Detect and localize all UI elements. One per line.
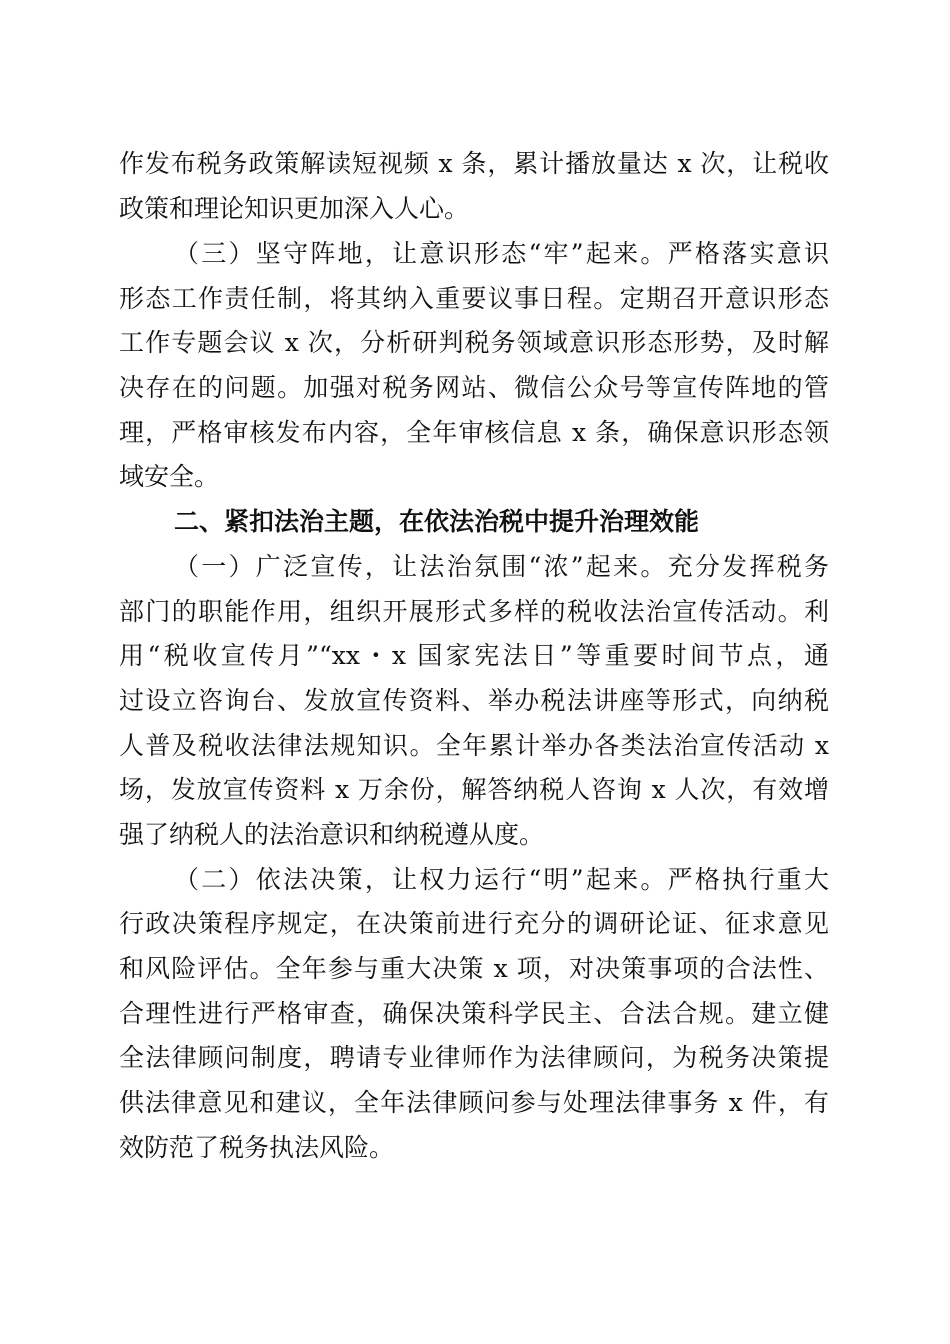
text-line: 供法律意见和建议，全年法律顾问参与处理法律事务 x 件，有 (119, 1088, 829, 1117)
section-heading: 二、紧扣法治主题，在依法治税中提升治理效能 (174, 507, 700, 536)
text-line: 合理性进行严格审查，确保决策科学民主、合法合规。建立健 (119, 999, 829, 1028)
text-line: 用“税收宣传月”“xx・x 国家宪法日”等重要时间节点，通 (119, 641, 829, 670)
text-line: 过设立咨询台、发放宣传资料、举办税法讲座等形式，向纳税 (119, 686, 829, 715)
text-line: 域安全。 (119, 462, 220, 491)
text-line: 决存在的问题。加强对税务网站、微信公众号等宣传阵地的管 (119, 373, 829, 402)
text-line: （一）广泛宣传，让法治氛围“浓”起来。充分发挥税务 (174, 552, 829, 581)
text-line: 形态工作责任制，将其纳入重要议事日程。定期召开意识形态 (119, 284, 829, 313)
text-line: 场，发放宣传资料 x 万余份，解答纳税人咨询 x 人次，有效增 (119, 775, 829, 804)
text-line: 作发布税务政策解读短视频 x 条，累计播放量达 x 次，让税收 (119, 149, 829, 178)
text-line: 效防范了税务执法风险。 (119, 1133, 395, 1162)
text-line: 工作专题会议 x 次，分析研判税务领域意识形态形势，及时解 (119, 328, 829, 357)
text-line: 行政决策程序规定，在决策前进行充分的调研论证、征求意见 (119, 909, 829, 938)
text-line: 强了纳税人的法治意识和纳税遵从度。 (119, 820, 545, 849)
text-line: 人普及税收法律法规知识。全年累计举办各类法治宣传活动 x (119, 731, 829, 760)
text-line: 部门的职能作用，组织开展形式多样的税收法治宣传活动。利 (119, 597, 829, 626)
text-line: 理，严格审核发布内容，全年审核信息 x 条，确保意识形态领 (119, 418, 829, 447)
text-line: （三）坚守阵地，让意识形态“牢”起来。严格落实意识 (174, 239, 829, 268)
text-line: 和风险评估。全年参与重大决策 x 项，对决策事项的合法性、 (119, 954, 829, 983)
text-line: （二）依法决策，让权力运行“明”起来。严格执行重大 (174, 865, 829, 894)
text-line: 政策和理论知识更加深入人心。 (119, 194, 470, 223)
text-line: 全法律顾问制度，聘请专业律师作为法律顾问，为税务决策提 (119, 1043, 829, 1072)
